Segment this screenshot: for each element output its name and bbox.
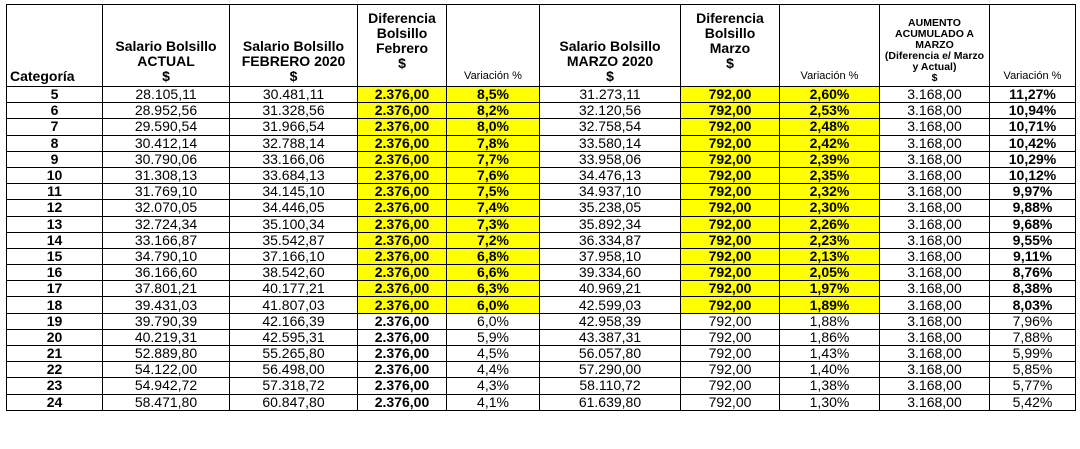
cell-variacion-marzo: 2,26% [780,216,880,232]
cell-aumento-acumulado: 3.168,00 [880,151,990,167]
cell-salario-actual: 31.769,10 [103,184,230,200]
cell-salario-actual: 58.471,80 [103,394,230,410]
cell-salario-marzo: 33.958,06 [540,151,681,167]
cell-categoria: 23 [7,378,103,394]
cell-salario-febrero: 60.847,80 [230,394,358,410]
cell-variacion-marzo: 2,23% [780,232,880,248]
cell-diferencia-febrero: 2.376,00 [358,378,447,394]
cell-variacion-total: 5,77% [990,378,1076,394]
cell-variacion-febrero: 6,0% [447,313,540,329]
cell-salario-marzo: 35.238,05 [540,200,681,216]
cell-salario-febrero: 37.166,10 [230,248,358,264]
table-row [7,378,1076,394]
cell-diferencia-febrero: 2.376,00 [358,297,447,313]
cell-salario-febrero: 35.542,87 [230,232,358,248]
cell-salario-marzo: 35.892,34 [540,216,681,232]
cell-variacion-total: 10,71% [990,119,1076,135]
table-row [7,135,1076,151]
cell-variacion-febrero: 4,4% [447,362,540,378]
cell-diferencia-febrero: 2.376,00 [358,346,447,362]
cell-categoria: 8 [7,135,103,151]
cell-variacion-total: 5,42% [990,394,1076,410]
cell-aumento-acumulado: 3.168,00 [880,167,990,183]
cell-categoria: 7 [7,119,103,135]
header-row [7,5,1076,87]
table-row [7,87,1076,103]
cell-variacion-total: 9,55% [990,232,1076,248]
table-body [7,87,1076,411]
cell-categoria: 15 [7,248,103,264]
cell-diferencia-marzo: 792,00 [681,167,780,183]
cell-aumento-acumulado: 3.168,00 [880,362,990,378]
cell-diferencia-febrero: 2.376,00 [358,103,447,119]
header-diferencia-febrero: Diferencia Bolsillo Febrero $ [358,5,447,87]
table-row [7,103,1076,119]
cell-aumento-acumulado: 3.168,00 [880,281,990,297]
cell-categoria: 19 [7,313,103,329]
header-variacion-marzo: Variación % [780,5,880,87]
cell-categoria: 21 [7,346,103,362]
cell-categoria: 14 [7,232,103,248]
cell-variacion-febrero: 6,6% [447,265,540,281]
cell-variacion-total: 7,88% [990,329,1076,345]
cell-diferencia-marzo: 792,00 [681,329,780,345]
table-row [7,265,1076,281]
cell-salario-actual: 29.590,54 [103,119,230,135]
cell-salario-actual: 39.790,39 [103,313,230,329]
header-variacion-febrero: Variación % [447,5,540,87]
cell-variacion-marzo: 2,53% [780,103,880,119]
table-row [7,281,1076,297]
cell-salario-febrero: 35.100,34 [230,216,358,232]
cell-categoria: 12 [7,200,103,216]
cell-variacion-total: 8,38% [990,281,1076,297]
cell-variacion-total: 8,03% [990,297,1076,313]
cell-salario-actual: 30.412,14 [103,135,230,151]
cell-diferencia-marzo: 792,00 [681,394,780,410]
table-row [7,216,1076,232]
cell-aumento-acumulado: 3.168,00 [880,184,990,200]
cell-variacion-febrero: 7,2% [447,232,540,248]
cell-salario-febrero: 56.498,00 [230,362,358,378]
header-salario-febrero: Salario Bolsillo FEBRERO 2020 $ [230,5,358,87]
cell-salario-febrero: 30.481,11 [230,87,358,103]
cell-variacion-total: 9,11% [990,248,1076,264]
cell-diferencia-febrero: 2.376,00 [358,184,447,200]
cell-variacion-total: 9,88% [990,200,1076,216]
cell-variacion-febrero: 4,3% [447,378,540,394]
cell-variacion-total: 9,97% [990,184,1076,200]
cell-salario-marzo: 37.958,10 [540,248,681,264]
cell-salario-actual: 30.790,06 [103,151,230,167]
cell-diferencia-marzo: 792,00 [681,248,780,264]
table-row [7,184,1076,200]
cell-variacion-marzo: 1,40% [780,362,880,378]
cell-variacion-marzo: 2,39% [780,151,880,167]
cell-variacion-marzo: 1,86% [780,329,880,345]
salary-table-container [6,4,1076,411]
cell-categoria: 13 [7,216,103,232]
cell-salario-febrero: 41.807,03 [230,297,358,313]
cell-salario-marzo: 61.639,80 [540,394,681,410]
cell-diferencia-febrero: 2.376,00 [358,265,447,281]
cell-aumento-acumulado: 3.168,00 [880,346,990,362]
cell-diferencia-marzo: 792,00 [681,362,780,378]
cell-diferencia-febrero: 2.376,00 [358,135,447,151]
cell-variacion-total: 10,29% [990,151,1076,167]
cell-variacion-febrero: 5,9% [447,329,540,345]
cell-salario-actual: 34.790,10 [103,248,230,264]
cell-salario-febrero: 31.328,56 [230,103,358,119]
header-salario-actual: Salario Bolsillo ACTUAL $ [103,5,230,87]
cell-variacion-febrero: 8,5% [447,87,540,103]
cell-variacion-febrero: 6,0% [447,297,540,313]
cell-variacion-febrero: 7,3% [447,216,540,232]
cell-diferencia-febrero: 2.376,00 [358,167,447,183]
cell-salario-actual: 36.166,60 [103,265,230,281]
cell-salario-marzo: 34.476,13 [540,167,681,183]
cell-categoria: 17 [7,281,103,297]
cell-aumento-acumulado: 3.168,00 [880,378,990,394]
cell-diferencia-marzo: 792,00 [681,216,780,232]
cell-salario-marzo: 43.387,31 [540,329,681,345]
table-row [7,394,1076,410]
cell-variacion-febrero: 7,5% [447,184,540,200]
cell-aumento-acumulado: 3.168,00 [880,329,990,345]
cell-diferencia-febrero: 2.376,00 [358,119,447,135]
cell-aumento-acumulado: 3.168,00 [880,248,990,264]
cell-salario-febrero: 40.177,21 [230,281,358,297]
cell-variacion-marzo: 1,88% [780,313,880,329]
cell-salario-marzo: 56.057,80 [540,346,681,362]
cell-variacion-marzo: 2,35% [780,167,880,183]
cell-aumento-acumulado: 3.168,00 [880,119,990,135]
cell-variacion-febrero: 4,5% [447,346,540,362]
cell-variacion-marzo: 2,60% [780,87,880,103]
header-salario-marzo: Salario Bolsillo MARZO 2020 $ [540,5,681,87]
cell-salario-febrero: 34.145,10 [230,184,358,200]
cell-salario-marzo: 57.290,00 [540,362,681,378]
cell-salario-actual: 31.308,13 [103,167,230,183]
cell-salario-actual: 40.219,31 [103,329,230,345]
cell-salario-marzo: 58.110,72 [540,378,681,394]
cell-variacion-marzo: 1,97% [780,281,880,297]
cell-variacion-febrero: 4,1% [447,394,540,410]
cell-variacion-total: 10,12% [990,167,1076,183]
cell-variacion-marzo: 2,32% [780,184,880,200]
cell-variacion-marzo: 2,13% [780,248,880,264]
cell-categoria: 9 [7,151,103,167]
cell-variacion-marzo: 1,38% [780,378,880,394]
cell-categoria: 11 [7,184,103,200]
cell-diferencia-febrero: 2.376,00 [358,281,447,297]
cell-diferencia-febrero: 2.376,00 [358,232,447,248]
cell-aumento-acumulado: 3.168,00 [880,313,990,329]
cell-salario-febrero: 42.166,39 [230,313,358,329]
table-row [7,167,1076,183]
cell-salario-febrero: 57.318,72 [230,378,358,394]
cell-diferencia-marzo: 792,00 [681,151,780,167]
cell-variacion-marzo: 1,30% [780,394,880,410]
cell-categoria: 5 [7,87,103,103]
cell-variacion-total: 5,85% [990,362,1076,378]
cell-categoria: 16 [7,265,103,281]
cell-diferencia-febrero: 2.376,00 [358,151,447,167]
cell-variacion-total: 7,96% [990,313,1076,329]
cell-salario-actual: 52.889,80 [103,346,230,362]
cell-diferencia-marzo: 792,00 [681,87,780,103]
cell-salario-febrero: 33.166,06 [230,151,358,167]
cell-aumento-acumulado: 3.168,00 [880,103,990,119]
cell-salario-actual: 32.724,34 [103,216,230,232]
cell-diferencia-febrero: 2.376,00 [358,216,447,232]
header-categoria: Categoría [7,5,103,87]
header-variacion-total: Variación % [990,5,1076,87]
cell-salario-marzo: 32.758,54 [540,119,681,135]
cell-salario-actual: 28.952,56 [103,103,230,119]
cell-variacion-total: 10,42% [990,135,1076,151]
table-row [7,232,1076,248]
cell-salario-marzo: 32.120,56 [540,103,681,119]
cell-variacion-total: 9,68% [990,216,1076,232]
cell-salario-febrero: 34.446,05 [230,200,358,216]
table-row [7,297,1076,313]
table-row [7,151,1076,167]
table-row [7,362,1076,378]
cell-variacion-total: 5,99% [990,346,1076,362]
cell-variacion-febrero: 7,4% [447,200,540,216]
cell-variacion-marzo: 2,30% [780,200,880,216]
cell-variacion-febrero: 8,0% [447,119,540,135]
cell-diferencia-marzo: 792,00 [681,103,780,119]
cell-variacion-febrero: 7,6% [447,167,540,183]
cell-aumento-acumulado: 3.168,00 [880,232,990,248]
cell-variacion-febrero: 6,8% [447,248,540,264]
cell-salario-marzo: 31.273,11 [540,87,681,103]
cell-salario-actual: 32.070,05 [103,200,230,216]
cell-diferencia-marzo: 792,00 [681,265,780,281]
cell-salario-febrero: 32.788,14 [230,135,358,151]
cell-salario-marzo: 42.599,03 [540,297,681,313]
cell-aumento-acumulado: 3.168,00 [880,297,990,313]
cell-diferencia-marzo: 792,00 [681,232,780,248]
cell-variacion-total: 10,94% [990,103,1076,119]
cell-aumento-acumulado: 3.168,00 [880,87,990,103]
cell-salario-febrero: 31.966,54 [230,119,358,135]
cell-aumento-acumulado: 3.168,00 [880,265,990,281]
cell-diferencia-marzo: 792,00 [681,297,780,313]
cell-variacion-febrero: 7,8% [447,135,540,151]
table-row [7,329,1076,345]
cell-diferencia-febrero: 2.376,00 [358,394,447,410]
cell-aumento-acumulado: 3.168,00 [880,216,990,232]
cell-diferencia-marzo: 792,00 [681,119,780,135]
cell-variacion-total: 8,76% [990,265,1076,281]
table-row [7,248,1076,264]
cell-salario-marzo: 36.334,87 [540,232,681,248]
cell-categoria: 10 [7,167,103,183]
cell-aumento-acumulado: 3.168,00 [880,200,990,216]
cell-diferencia-marzo: 792,00 [681,184,780,200]
cell-variacion-febrero: 8,2% [447,103,540,119]
cell-categoria: 18 [7,297,103,313]
table-row [7,119,1076,135]
cell-diferencia-febrero: 2.376,00 [358,248,447,264]
cell-diferencia-marzo: 792,00 [681,281,780,297]
cell-diferencia-marzo: 792,00 [681,200,780,216]
cell-variacion-marzo: 2,05% [780,265,880,281]
cell-salario-actual: 37.801,21 [103,281,230,297]
cell-diferencia-febrero: 2.376,00 [358,87,447,103]
cell-categoria: 6 [7,103,103,119]
cell-diferencia-marzo: 792,00 [681,378,780,394]
header-aumento-acumulado: AUMENTO ACUMULADO A MARZO (Diferencia e/ Marzo y Actual) $ [880,5,990,87]
cell-variacion-febrero: 6,3% [447,281,540,297]
header-diferencia-marzo: Diferencia Bolsillo Marzo $ [681,5,780,87]
cell-salario-febrero: 38.542,60 [230,265,358,281]
cell-salario-marzo: 34.937,10 [540,184,681,200]
cell-salario-actual: 54.942,72 [103,378,230,394]
cell-salario-marzo: 33.580,14 [540,135,681,151]
cell-diferencia-febrero: 2.376,00 [358,313,447,329]
cell-diferencia-marzo: 792,00 [681,313,780,329]
cell-variacion-marzo: 2,42% [780,135,880,151]
cell-salario-actual: 54.122,00 [103,362,230,378]
salary-table [6,4,1076,411]
cell-salario-actual: 28.105,11 [103,87,230,103]
cell-variacion-marzo: 1,43% [780,346,880,362]
cell-salario-marzo: 42.958,39 [540,313,681,329]
cell-diferencia-febrero: 2.376,00 [358,200,447,216]
cell-categoria: 22 [7,362,103,378]
cell-variacion-marzo: 1,89% [780,297,880,313]
cell-diferencia-febrero: 2.376,00 [358,329,447,345]
cell-salario-actual: 33.166,87 [103,232,230,248]
cell-diferencia-febrero: 2.376,00 [358,362,447,378]
cell-salario-febrero: 42.595,31 [230,329,358,345]
cell-diferencia-marzo: 792,00 [681,135,780,151]
cell-salario-febrero: 33.684,13 [230,167,358,183]
cell-salario-febrero: 55.265,80 [230,346,358,362]
cell-salario-marzo: 39.334,60 [540,265,681,281]
table-row [7,346,1076,362]
cell-variacion-febrero: 7,7% [447,151,540,167]
cell-aumento-acumulado: 3.168,00 [880,135,990,151]
cell-variacion-marzo: 2,48% [780,119,880,135]
cell-salario-marzo: 40.969,21 [540,281,681,297]
cell-salario-actual: 39.431,03 [103,297,230,313]
table-row [7,200,1076,216]
table-row [7,313,1076,329]
cell-aumento-acumulado: 3.168,00 [880,394,990,410]
cell-categoria: 24 [7,394,103,410]
cell-categoria: 20 [7,329,103,345]
cell-variacion-total: 11,27% [990,87,1076,103]
cell-diferencia-marzo: 792,00 [681,346,780,362]
